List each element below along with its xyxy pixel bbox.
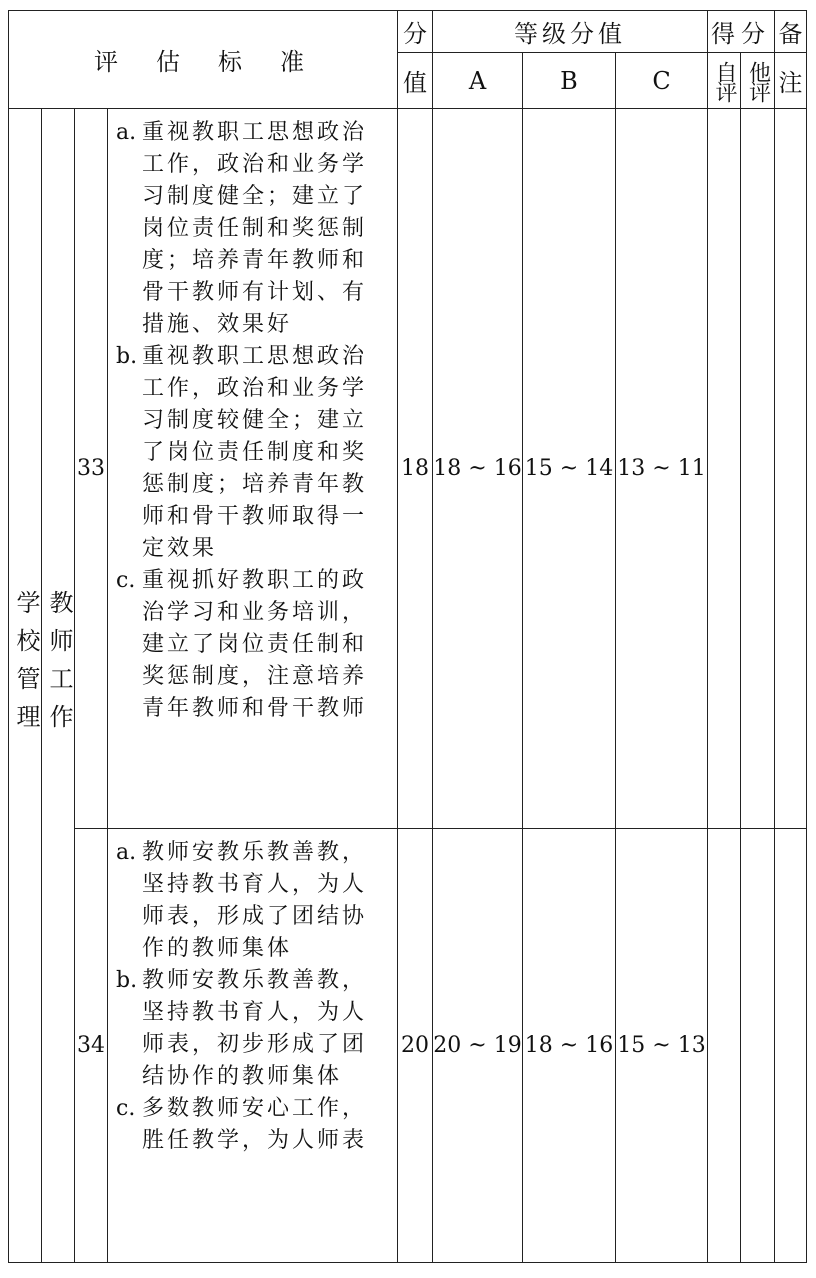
grade-b-header: B [523,53,616,109]
score-value: 18 [398,109,433,829]
criteria-item-text: 重视教职工思想政治工作，政治和业务学习制度健全；建立了岗位责任制和奖惩制度；培养青年教师和骨干教师有计划、有措施、效果好 [142,120,368,337]
other-eval-header-text: 他评 [745,60,771,101]
remarks-header-char1: 备 [778,20,803,48]
grade-values-header [433,11,708,53]
evaluation-table-sheet [8,10,806,1262]
criteria-header-text: 评估标准 [94,48,342,76]
criteria-header [9,11,398,109]
grade-b-range: 15 ~ 14 [523,109,616,829]
criteria-item-label: b. [116,968,138,993]
grade-c-header: C [616,53,708,109]
remarks-header-bottom [775,53,807,109]
criteria-item-text: 重视抓好教职工的政治学习和业务培训，建立了岗位责任制和奖惩制度，注意培养青年教师和骨干教师 [142,568,368,721]
criteria-item-text: 教师安教乐教善教，坚持教书育人，为人师表，初步形成了团结协作的教师集体 [142,968,368,1089]
criteria-item [116,117,389,341]
subcategory-label: 教师工作 [45,589,73,742]
grade-values-header-text: 等级分值 [514,20,627,48]
criteria-item [116,837,389,965]
criteria-item-label: c. [116,1096,136,1121]
remarks-header-char2: 注 [778,69,803,97]
self-eval-cell[interactable] [708,829,741,1263]
remarks-cell[interactable] [775,109,807,829]
other-eval-cell[interactable] [741,109,775,829]
criteria-cell [108,829,398,1263]
criteria-cell [108,109,398,829]
criteria-item-text: 教师安教乐教善教，坚持教书育人，为人师表，形成了团结协作的教师集体 [142,840,368,961]
remarks-header-top [775,11,807,53]
self-eval-header [708,53,741,109]
grade-b-range: 18 ~ 16 [523,829,616,1263]
criteria-item-label: a. [116,120,137,145]
category-cell [9,109,42,1263]
criteria-item-label: a. [116,840,137,865]
criteria-item [116,565,389,725]
criteria-item-label: b. [116,344,138,369]
row-number: 33 [75,109,108,829]
self-eval-header-text: 自评 [712,60,738,101]
score-value: 20 [398,829,433,1263]
grade-a-range: 18 ~ 16 [433,109,523,829]
subcategory-cell [42,109,75,1263]
other-eval-cell[interactable] [741,829,775,1263]
grade-a-range: 20 ~ 19 [433,829,523,1263]
grade-c-range: 13 ~ 11 [616,109,708,829]
criteria-item-label: c. [116,568,136,593]
criteria-item-text: 重视教职工思想政治工作，政治和业务学习制度较健全；建立了岗位责任制度和奖惩制度；培养青年教师和骨干教师取得一定效果 [142,344,368,561]
self-eval-cell[interactable] [708,109,741,829]
score-value-header-top: 分 [398,11,433,53]
category-label: 学校管理 [12,589,40,742]
score-value-header-bottom: 值 [398,53,433,109]
grade-c-range: 15 ~ 13 [616,829,708,1263]
criteria-item-text: 多数教师安心工作，胜任教学，为人师表 [142,1096,368,1153]
evaluation-table [8,10,807,1263]
criteria-item [116,341,389,565]
other-eval-header [741,53,775,109]
criteria-item [116,965,389,1093]
remarks-cell[interactable] [775,829,807,1263]
row-number: 34 [75,829,108,1263]
criteria-item [116,1093,389,1157]
obtained-score-header [708,11,775,53]
grade-a-header: A [433,53,523,109]
obtained-score-header-text: 得分 [711,20,772,48]
